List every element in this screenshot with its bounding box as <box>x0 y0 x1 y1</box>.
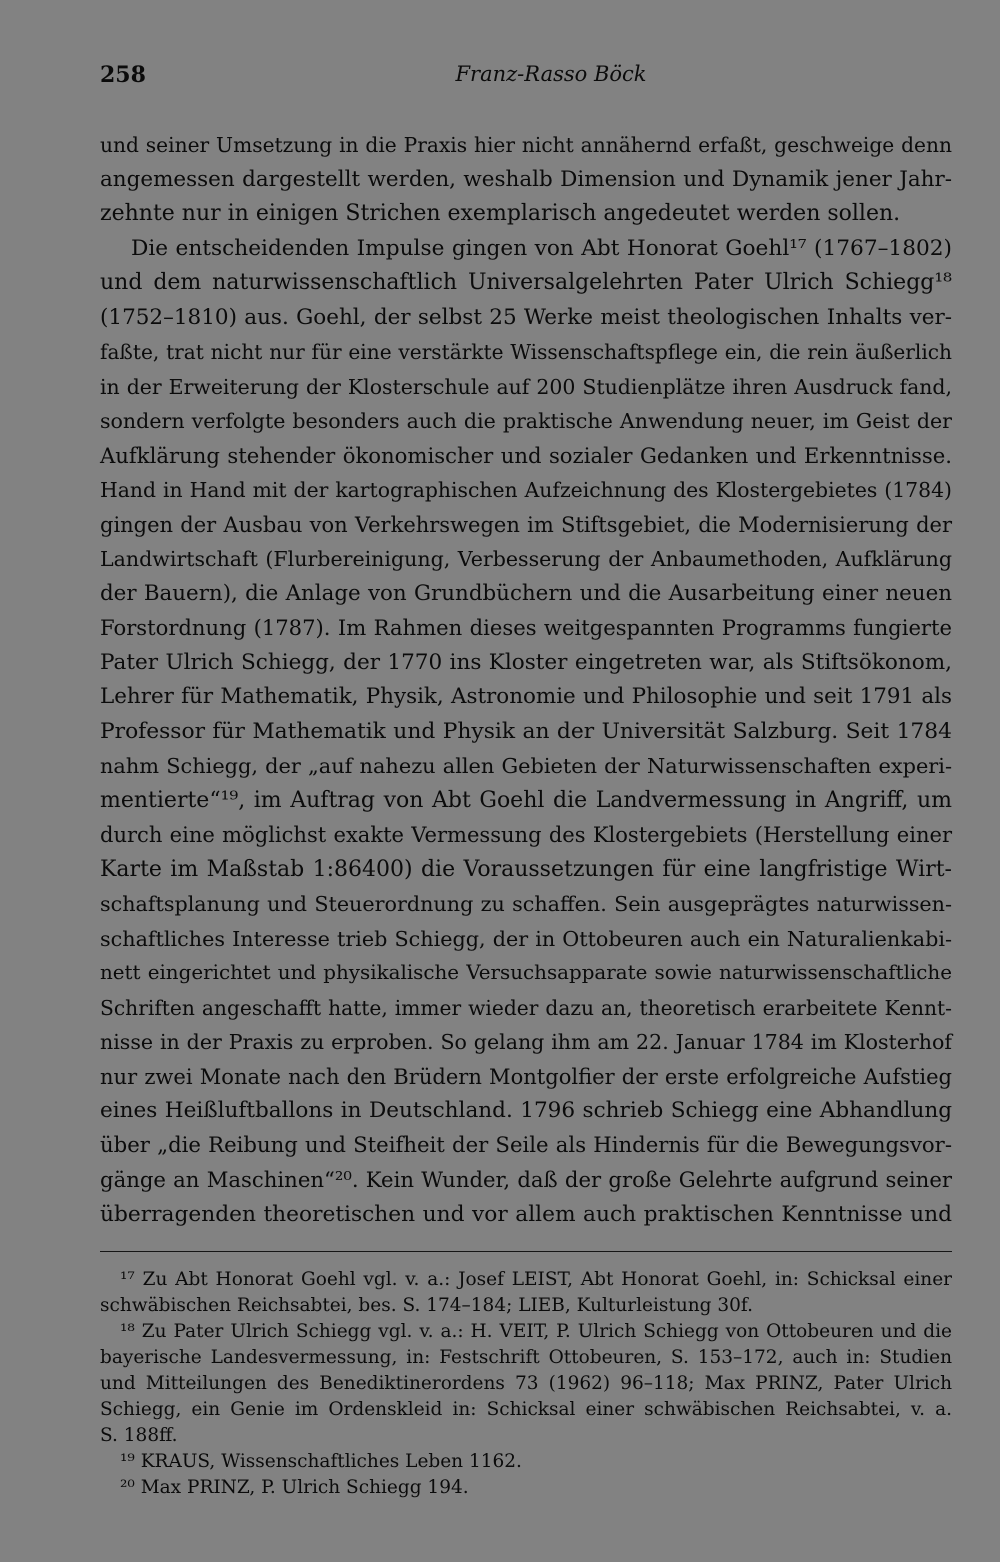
body-line: und seiner Umsetzung in die Praxis hier nicht annähernd erfaßt, geschweige denn <box>100 133 952 157</box>
body-line: sondern verfolgte besonders auch die praktische Anwendung neuer, im Geist der <box>100 409 952 433</box>
footnote-line: bayerische Landesvermessung, in: Festschrift Ottobeuren, S. 153–172, auch in: Studien <box>100 1347 952 1368</box>
footnote-line: S. 188ff. <box>100 1425 178 1446</box>
body-line: gänge an Maschinen“²⁰. Kein Wunder, daß der große Gelehrte aufgrund seiner <box>100 1167 952 1192</box>
body-line: nahm Schiegg, der „auf nahezu allen Gebieten der Naturwissenschaften experi- <box>100 754 952 778</box>
body-line: mentierte“¹⁹, im Auftrag von Abt Goehl die Landvermessung in Angriff, um <box>100 787 952 813</box>
body-line: nett eingerichtet und physikalische Versuchsapparate sowie naturwissenschaftliche <box>100 961 952 984</box>
body-line: Landwirtschaft (Flurbereinigung, Verbesserung der Anbaumethoden, Aufklärung <box>100 547 952 571</box>
body-line: Karte im Maßstab 1:86400) die Voraussetzungen für eine langfristige Wirt- <box>100 856 952 882</box>
body-line: nur zwei Monate nach den Brüdern Montgolfier der erste erfolgreiche Aufstieg <box>100 1063 952 1089</box>
body-line: Pater Ulrich Schiegg, der 1770 ins Kloster eingetreten war, als Stiftsökonom, <box>100 649 952 675</box>
footnote-divider <box>100 1251 952 1252</box>
body-line: eines Heißluftballons in Deutschland. 1796 schrieb Schiegg eine Abhandlung <box>100 1098 952 1123</box>
body-line: überragenden theoretischen und vor allem auch praktischen Kenntnisse und <box>100 1201 952 1227</box>
body-line: faßte, trat nicht nur für eine verstärkte Wissenschaftspflege ein, die rein äußerlich <box>100 340 952 364</box>
body-line: zehnte nur in einigen Strichen exemplarisch angedeutet werden sollen. <box>100 201 901 226</box>
footnote-line: schwäbischen Reichsabtei, bes. S. 174–184; LIEB, Kulturleistung 30f. <box>100 1295 753 1316</box>
body-line: Aufklärung stehender ökonomischer und sozialer Gedanken und Erkenntnisse. <box>100 442 952 468</box>
footnotes <box>100 1267 952 1501</box>
body-line: schaftsplanung und Steuerordnung zu schaffen. Sein ausgeprägtes naturwissen- <box>100 892 952 916</box>
footnote-line: ²⁰ Max PRINZ, P. Ulrich Schiegg 194. <box>120 1477 469 1498</box>
footnote-line: ¹⁸ Zu Pater Ulrich Schiegg vgl. v. a.: H. VEIT, P. Ulrich Schiegg von Ottobeuren und die <box>120 1321 952 1342</box>
body-line: über „die Reibung und Steifheit der Seile als Hindernis für die Bewegungsvor- <box>100 1132 952 1158</box>
footnote-line: Schiegg, ein Genie im Ordenskleid in: Schicksal einer schwäbischen Reichsabtei, v. a. <box>100 1399 952 1420</box>
body-line: und dem naturwissenschaftlich Universalgelehrten Pater Ulrich Schiegg¹⁸ <box>100 270 952 295</box>
body-line: in der Erweiterung der Klosterschule auf 200 Studienplätze ihren Ausdruck fand, <box>100 374 952 399</box>
page-header <box>100 62 952 98</box>
footnote-line: ¹⁹ KRAUS, Wissenschaftliches Leben 1162. <box>120 1451 522 1472</box>
body-line: Hand in Hand mit der kartographischen Aufzeichnung des Klostergebietes (1784) <box>100 478 952 502</box>
body-text <box>100 128 952 1232</box>
body-line: Die entscheidenden Impulse gingen von Abt Honorat Goehl¹⁷ (1767–1802) <box>131 235 952 261</box>
body-line: Schriften angeschafft hatte, immer wieder dazu an, theoretisch erarbeitete Kennt- <box>100 995 952 1020</box>
body-line: (1752–1810) aus. Goehl, der selbst 25 Werke meist theologischen Inhalts ver- <box>100 304 952 330</box>
body-line: schaftliches Interesse trieb Schiegg, der in Ottobeuren auch ein Naturalienkabi- <box>100 926 952 951</box>
footnote-line: und Mitteilungen des Benediktinerordens 73 (1962) 96–118; Max PRINZ, Pater Ulrich <box>100 1373 952 1394</box>
body-line: gingen der Ausbau von Verkehrswegen im Stiftsgebiet, die Modernisierung der <box>100 511 952 537</box>
body-line: nisse in der Praxis zu erproben. So gelang ihm am 22. Januar 1784 im Klosterhof <box>100 1030 952 1054</box>
page-number: 258 <box>100 62 146 88</box>
body-line: Professor für Mathematik und Physik an der Universität Salzburg. Seit 1784 <box>100 718 952 744</box>
body-line: angemessen dargestellt werden, weshalb Dimension und Dynamik jener Jahr- <box>100 166 952 192</box>
body-line: Forstordnung (1787). Im Rahmen dieses weitgespannten Programms fungierte <box>100 615 952 640</box>
body-line: der Bauern), die Anlage von Grundbüchern und die Ausarbeitung einer neuen <box>100 580 952 606</box>
body-line: Lehrer für Mathematik, Physik, Astronomie und Philosophie und seit 1791 als <box>100 684 952 709</box>
footnote-line: ¹⁷ Zu Abt Honorat Goehl vgl. v. a.: Josef LEIST, Abt Honorat Goehl, in: Schicksal einer <box>120 1269 952 1290</box>
running-head: Franz-Rasso Böck <box>455 62 647 86</box>
body-line: durch eine möglichst exakte Vermessung des Klostergebiets (Herstellung einer <box>100 822 952 847</box>
